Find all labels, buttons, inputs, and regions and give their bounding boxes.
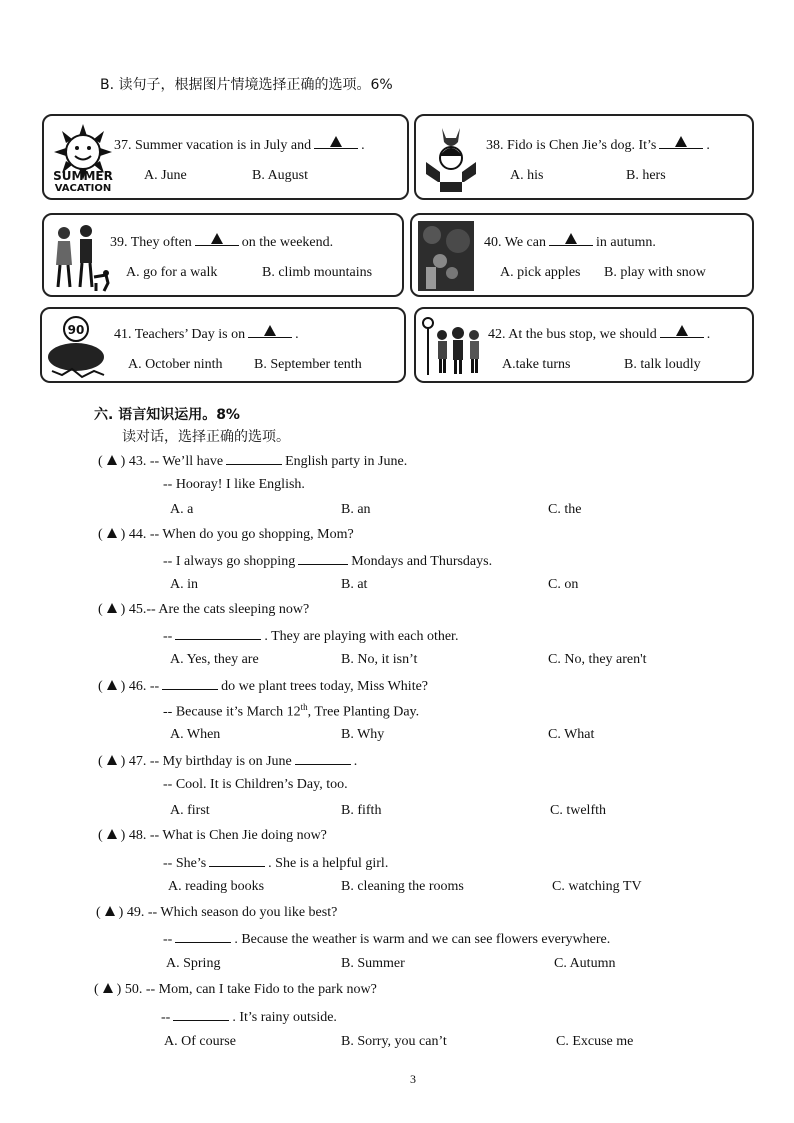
answer-blank <box>162 677 218 690</box>
question-reply: -- <box>161 1010 171 1025</box>
question-reply-tail: Mondays and Thursdays. <box>351 554 493 569</box>
family-walk-picture <box>50 221 110 293</box>
teachers-day-picture <box>46 313 108 379</box>
question-43-line-2: -- Hooray! I like English. <box>163 477 305 492</box>
answer-blank <box>314 136 358 149</box>
option-b: B. No, it isn’t <box>341 652 418 667</box>
paren-right: ) <box>120 527 126 542</box>
option-b: B. climb mountains <box>262 265 373 280</box>
option-a: A. June <box>144 168 187 183</box>
question-46-line-1 <box>98 677 428 695</box>
question-stem: 47. -- My birthday is on June <box>128 754 292 769</box>
option-b: B. Why <box>341 727 385 742</box>
paren-right: ) <box>118 905 124 920</box>
question-reply: -- Because it’s March 12 <box>163 704 301 720</box>
question-card-38 <box>414 114 754 200</box>
paren-right: ) <box>120 754 126 769</box>
option-a: A. first <box>170 803 210 818</box>
option-c: C. Excuse me <box>556 1034 634 1049</box>
option-a: A. his <box>510 168 544 183</box>
question-41-tail: . <box>295 327 299 342</box>
question-stem: 45.-- Are the cats sleeping now? <box>128 602 310 617</box>
paren-right: ) <box>120 679 126 694</box>
question-44-line-1 <box>98 527 354 543</box>
triangle-icon <box>107 829 117 839</box>
summer-vacation-picture <box>48 122 118 192</box>
paren-right: ) <box>120 828 126 843</box>
question-40-text <box>484 233 656 251</box>
paren-right: ) <box>120 454 126 469</box>
option-a: A. When <box>170 727 221 742</box>
question-49-line-1 <box>96 905 337 921</box>
question-47-line-2: -- Cool. It is Children’s Day, too. <box>163 777 348 792</box>
vacation-text: VACATION <box>54 183 112 192</box>
option-b: B. Summer <box>341 956 405 971</box>
paren-left: ( <box>98 527 103 542</box>
question-38-tail: . <box>706 138 710 153</box>
answer-blank <box>209 854 265 867</box>
question-37-stem: 37. Summer vacation is in July and <box>114 138 312 153</box>
question-reply: -- <box>163 932 173 947</box>
apple-picking-picture <box>418 221 474 291</box>
question-39-text <box>110 233 333 251</box>
option-c: C. twelfth <box>550 803 606 818</box>
triangle-icon <box>330 136 342 147</box>
option-a: A. a <box>170 502 194 517</box>
question-reply-tail: . They are playing with each other. <box>264 629 459 644</box>
question-reply-tail: . Because the weather is warm and we can see flowers everywhere. <box>234 932 611 947</box>
question-stem-tail: English party in June. <box>285 454 408 469</box>
bus-stop-picture <box>420 313 482 379</box>
question-50-line-1 <box>94 982 377 998</box>
answer-blank <box>195 233 239 246</box>
question-reply: -- She’s <box>163 856 207 871</box>
paren-left: ( <box>98 454 103 469</box>
question-card-41 <box>40 307 406 383</box>
question-40-tail: in autumn. <box>595 235 656 250</box>
question-reply: -- <box>163 629 173 644</box>
question-41-text <box>114 325 299 343</box>
question-44-line-2 <box>163 552 492 570</box>
question-card-40 <box>410 213 754 297</box>
triangle-icon <box>565 233 577 244</box>
triangle-icon <box>676 325 688 336</box>
question-stem: 44. -- When do you go shopping, Mom? <box>128 527 354 542</box>
question-38-text <box>486 136 710 154</box>
girl-with-dog-picture <box>420 122 482 194</box>
option-c: C. watching TV <box>552 879 642 894</box>
triangle-icon <box>675 136 687 147</box>
answer-blank <box>295 752 351 765</box>
question-reply-tail: , Tree Planting Day. <box>307 704 420 720</box>
option-b: B. cleaning the rooms <box>341 879 464 894</box>
question-46-line-2 <box>163 702 419 721</box>
question-37-text <box>114 136 365 154</box>
triangle-icon <box>103 983 113 993</box>
answer-blank <box>248 325 292 338</box>
triangle-icon <box>105 906 115 916</box>
option-c: C. Autumn <box>554 956 616 971</box>
question-50-line-2 <box>161 1008 337 1026</box>
question-47-line-1 <box>98 752 357 770</box>
option-a: A. October ninth <box>128 357 223 372</box>
section-six-title: 六. 语言知识运用。8% <box>94 407 240 423</box>
question-reply: -- I always go shopping <box>163 554 296 569</box>
question-card-39 <box>42 213 404 297</box>
answer-blank <box>175 627 261 640</box>
question-49-line-2 <box>163 930 610 948</box>
page-number: 3 <box>410 1072 416 1086</box>
question-stem: 46. -- <box>128 679 160 694</box>
option-a: A. reading books <box>168 879 265 894</box>
option-b: B. September tenth <box>254 357 362 372</box>
answer-blank <box>226 452 282 465</box>
paren-left: ( <box>98 602 103 617</box>
question-40-stem: 40. We can <box>484 235 546 250</box>
question-41-stem: 41. Teachers’ Day is on <box>114 327 246 342</box>
question-stem: 49. -- Which season do you like best? <box>126 905 338 920</box>
paren-left: ( <box>98 679 103 694</box>
question-43-line-1 <box>98 452 407 470</box>
option-a: A. pick apples <box>500 265 581 280</box>
question-stem: 50. -- Mom, can I take Fido to the park now? <box>124 982 377 997</box>
triangle-icon <box>107 528 117 538</box>
triangle-icon <box>107 680 117 690</box>
question-45-line-1 <box>98 602 309 618</box>
question-stem-tail: . <box>353 754 358 769</box>
paren-left: ( <box>96 905 101 920</box>
question-reply-tail: . She is a helpful girl. <box>268 856 389 871</box>
answer-blank <box>549 233 593 246</box>
option-c: C. the <box>548 502 582 517</box>
triangle-icon <box>107 603 117 613</box>
triangle-icon <box>211 233 223 244</box>
question-card-37 <box>42 114 409 200</box>
svg-text:90: 90 <box>67 323 85 337</box>
option-a: A.take turns <box>502 357 571 372</box>
paren-left: ( <box>98 754 103 769</box>
question-42-text <box>488 325 710 343</box>
paren-left: ( <box>98 828 103 843</box>
option-c: C. No, they aren't <box>548 652 647 667</box>
question-48-line-2 <box>163 854 388 872</box>
option-b: B. fifth <box>341 803 382 818</box>
question-reply-tail: . It’s rainy outside. <box>232 1010 337 1025</box>
summer-text: SUMMER <box>53 169 113 183</box>
question-45-line-2 <box>163 627 458 645</box>
option-a: A. in <box>170 577 198 592</box>
question-38-stem: 38. Fido is Chen Jie’s dog. It’s <box>486 138 657 153</box>
question-stem-tail: do we plant trees today, Miss White? <box>221 679 429 694</box>
question-39-stem: 39. They often <box>110 235 192 250</box>
question-42-stem: 42. At the bus stop, we should <box>488 327 657 342</box>
triangle-icon <box>107 755 117 765</box>
option-b: B. an <box>341 502 371 517</box>
paren-left: ( <box>94 982 99 997</box>
answer-blank <box>173 1008 229 1021</box>
paren-right: ) <box>120 602 126 617</box>
answer-blank <box>659 136 703 149</box>
triangle-icon <box>264 325 276 336</box>
option-a: A. Spring <box>166 956 221 971</box>
section-six-subtitle: 读对话，选择正确的选项。 <box>122 429 290 445</box>
option-a: A. go for a walk <box>126 265 218 280</box>
option-b: B. talk loudly <box>624 357 701 372</box>
ordinal-suffix: th <box>300 702 308 712</box>
answer-blank <box>175 930 231 943</box>
option-b: B. at <box>341 577 368 592</box>
question-stem: 48. -- What is Chen Jie doing now? <box>128 828 327 843</box>
option-c: C. What <box>548 727 595 742</box>
option-b: B. Sorry, you can’t <box>341 1034 447 1049</box>
section-b-title: B. 读句子，根据图片情境选择正确的选项。6% <box>100 77 393 93</box>
answer-blank <box>298 552 348 565</box>
option-a: A. Yes, they are <box>170 652 259 667</box>
option-b: B. August <box>252 168 309 183</box>
question-37-tail: . <box>361 138 365 153</box>
question-card-42 <box>414 307 754 383</box>
option-b: B. play with snow <box>604 265 706 280</box>
paren-right: ) <box>116 982 122 997</box>
question-stem: 43. -- We’ll have <box>128 454 224 469</box>
question-39-tail: on the weekend. <box>241 235 334 250</box>
triangle-icon <box>107 455 117 465</box>
question-42-tail: . <box>706 327 711 342</box>
option-a: A. Of course <box>164 1034 236 1049</box>
option-b: B. hers <box>626 168 666 183</box>
option-c: C. on <box>548 577 579 592</box>
answer-blank <box>660 325 704 338</box>
question-48-line-1 <box>98 828 327 844</box>
